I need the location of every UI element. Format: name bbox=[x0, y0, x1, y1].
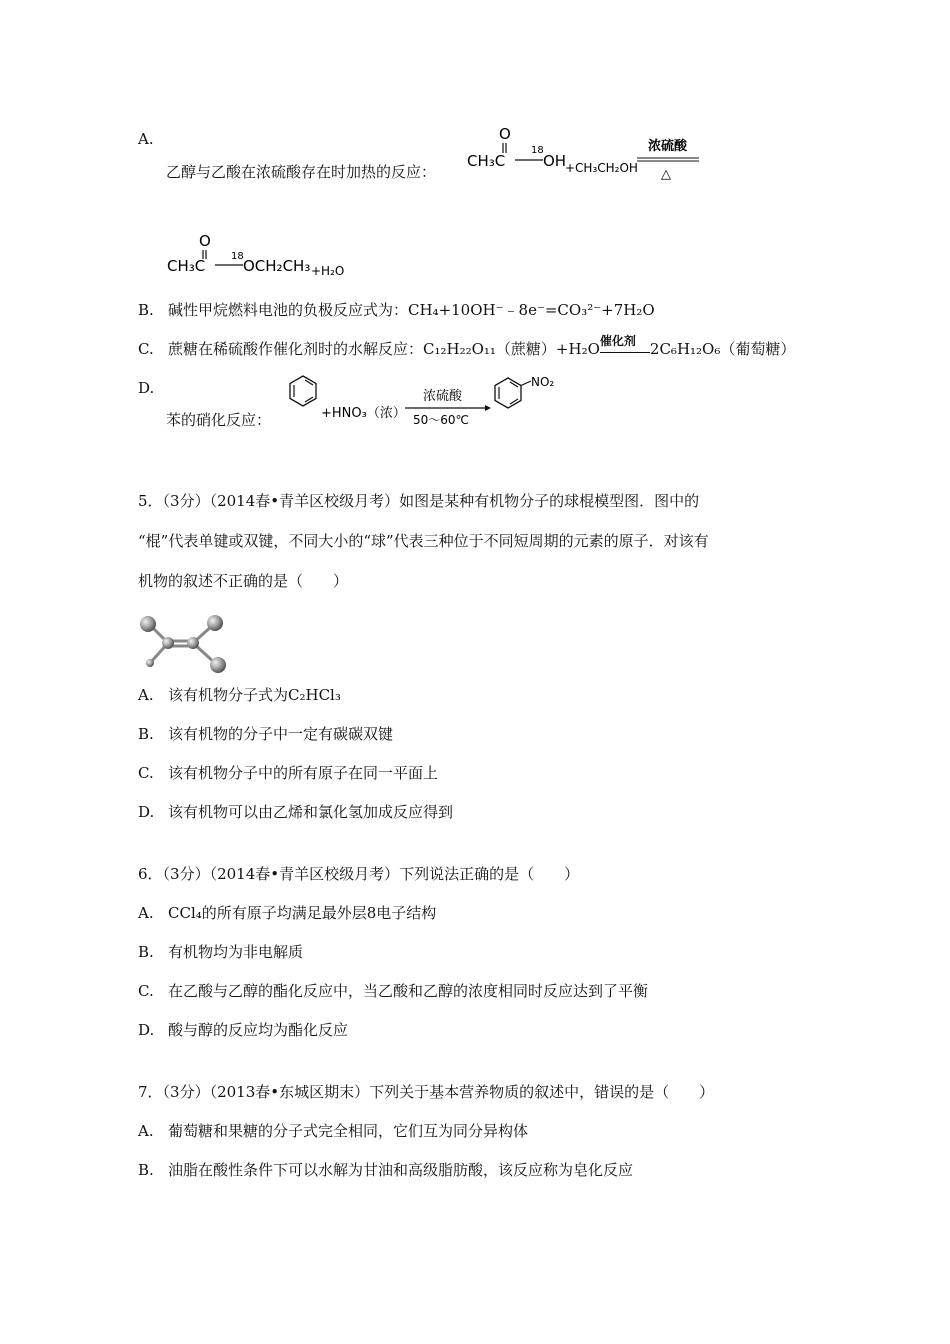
atom-c-1 bbox=[162, 637, 174, 649]
reagent-plus: +CH₃CH₂OH bbox=[565, 161, 638, 175]
q7-option-b-label: B. bbox=[138, 1161, 154, 1179]
atom-cl-2 bbox=[207, 615, 223, 631]
q4-c-arrow bbox=[599, 334, 650, 359]
q4-d-reaction-figure bbox=[283, 372, 573, 434]
struct-ch3c: CH₃C bbox=[467, 152, 506, 170]
atom-cl-1 bbox=[140, 616, 156, 632]
struct-oh: OH bbox=[543, 152, 567, 170]
q7-option-b bbox=[138, 1160, 633, 1180]
q4-a-label: A. bbox=[138, 130, 154, 148]
q6-option-d bbox=[138, 1020, 348, 1040]
struct-ester: OCH₂CH₃ bbox=[243, 257, 311, 275]
q5-stem-1: 5．（3分）（2014春•青羊区校级月考）如图是某种有机物分子的球棍模型图．图中的 bbox=[138, 492, 700, 510]
q6-option-a bbox=[138, 903, 436, 923]
atom-c-2 bbox=[187, 637, 199, 649]
q4-c-arrow-top: 催化剂 bbox=[599, 334, 636, 348]
q4-d-arrow-bottom: 50～60℃ bbox=[413, 413, 470, 427]
q4-c bbox=[138, 334, 796, 359]
q4-d-text: 苯的硝化反应： bbox=[166, 411, 272, 429]
q4-b-text: 碱性甲烷燃料电池的负极反应式为：CH₄+10OH⁻﹣8e⁻=CO₃²⁻+7H₂O bbox=[168, 301, 655, 319]
q4-a-product-figure bbox=[165, 232, 365, 278]
q5-option-b-text: 该有机物的分子中一定有碳碳双键 bbox=[168, 725, 394, 743]
q7-option-a-label: A. bbox=[138, 1122, 154, 1140]
q6-option-d-label: D. bbox=[138, 1021, 155, 1039]
q4-c-text-right: 2C₆H₁₂O₆（葡萄糖） bbox=[649, 340, 796, 358]
q6-option-b-text: 有机物均为非电解质 bbox=[168, 943, 304, 961]
q5-option-c bbox=[138, 763, 438, 783]
atom-h bbox=[146, 659, 154, 667]
q5-option-b bbox=[138, 724, 393, 744]
q4-c-text-left: 蔗糖在稀硫酸作催化剂时的水解反应：C₁₂H₂₂O₁₁（蔗糖）+H₂O bbox=[168, 340, 600, 358]
q7-option-a-text: 葡萄糖和果糖的分子式完全相同，它们互为同分异构体 bbox=[168, 1122, 529, 1140]
q4-a-reaction-figure bbox=[465, 122, 705, 184]
q4-b-label: B. bbox=[138, 301, 154, 319]
q4-d-reagent: +HNO₃（浓） bbox=[321, 406, 406, 421]
q6-option-c-text: 在乙酸与乙醇的酯化反应中，当乙酸和乙醇的浓度相同时反应达到了平衡 bbox=[168, 982, 649, 1000]
arrow-top: 浓硫酸 bbox=[648, 139, 688, 154]
q6-option-b-label: B. bbox=[138, 943, 154, 961]
q5-stem-2: “棍”代表单键或双键，不同大小的“球”代表三种位于不同短周期的元素的原子．对该有 bbox=[138, 532, 709, 550]
ball-and-stick-model bbox=[136, 612, 236, 674]
q5-option-a-label: A. bbox=[138, 686, 154, 704]
product-tail: +H₂O bbox=[311, 264, 345, 278]
struct-o-2: O bbox=[199, 232, 211, 250]
q7-option-a bbox=[138, 1121, 528, 1141]
q7-option-b-text: 油脂在酸性条件下可以水解为甘油和高级脂肪酸，该反应称为皂化反应 bbox=[168, 1161, 634, 1179]
arrow-bottom: △ bbox=[661, 167, 671, 182]
q5-option-d-label: D. bbox=[138, 803, 155, 821]
q5-stem-3: 机物的叙述不正确的是（ ） bbox=[138, 572, 349, 590]
q4-d-label: D. bbox=[138, 379, 155, 397]
q5-option-c-label: C. bbox=[138, 764, 154, 782]
q4-c-label: C. bbox=[138, 340, 154, 358]
struct-18-2: 18 bbox=[231, 251, 244, 262]
q6-stem: 6．（3分）（2014春•青羊区校级月考）下列说法正确的是（ ） bbox=[138, 865, 580, 883]
q6-option-b bbox=[138, 942, 303, 962]
struct-ch3c-2: CH₃C bbox=[167, 257, 206, 275]
q4-a-text: 乙醇与乙酸在浓硫酸存在时加热的反应： bbox=[166, 163, 437, 181]
q6-option-c bbox=[138, 981, 648, 1001]
q4-b bbox=[138, 300, 655, 320]
atom-cl-3 bbox=[210, 657, 226, 673]
q6-option-d-text: 酸与醇的反应均为酯化反应 bbox=[168, 1021, 349, 1039]
q5-option-d-text: 该有机物可以由乙烯和氯化氢加成反应得到 bbox=[168, 803, 454, 821]
q6-option-a-label: A. bbox=[138, 904, 154, 922]
q5-option-c-text: 该有机物分子中的所有原子在同一平面上 bbox=[168, 764, 439, 782]
q4-d-arrow-top: 浓硫酸 bbox=[423, 389, 463, 404]
q4-d-product: NO₂ bbox=[531, 375, 555, 389]
q5-option-a bbox=[138, 685, 341, 705]
q5-option-b-label: B. bbox=[138, 725, 154, 743]
struct-o: O bbox=[499, 125, 511, 143]
struct-18: 18 bbox=[531, 145, 544, 156]
q5-option-a-text: 该有机物分子式为C₂HCl₃ bbox=[168, 686, 341, 704]
q7-stem: 7．（3分）（2013春•东城区期末）下列关于基本营养物质的叙述中，错误的是（ ） bbox=[138, 1083, 715, 1101]
q6-option-c-label: C. bbox=[138, 982, 154, 1000]
q6-option-a-text: CCl₄的所有原子均满足最外层8电子结构 bbox=[168, 904, 437, 922]
q5-option-d bbox=[138, 802, 453, 822]
